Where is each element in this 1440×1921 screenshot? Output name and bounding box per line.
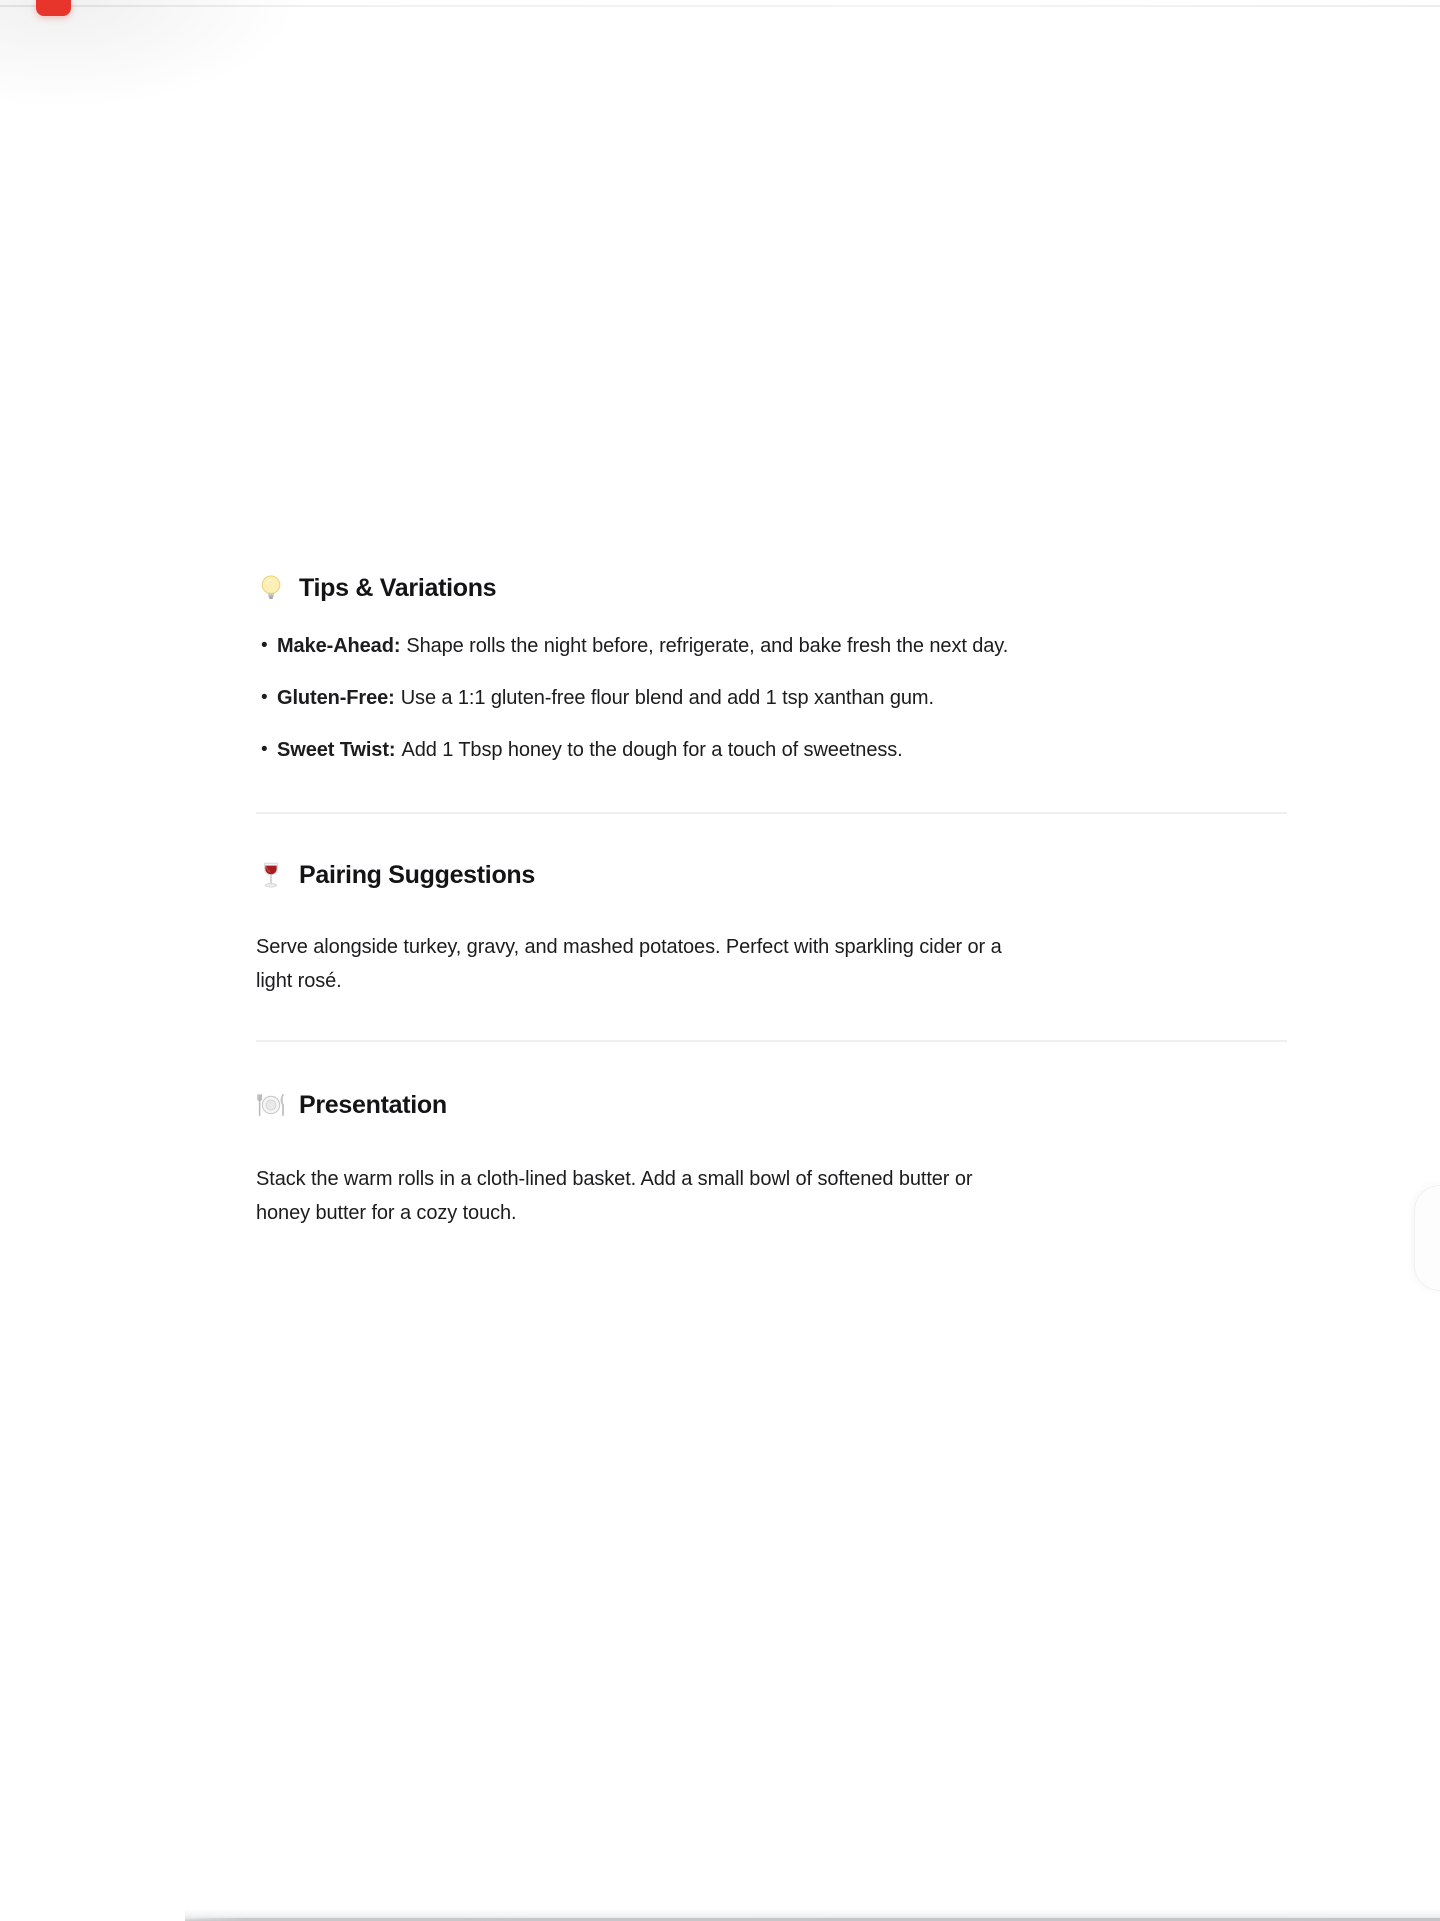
bullet-marker: • [261, 635, 268, 656]
pairing-paragraph [256, 930, 1287, 998]
section-divider [256, 1040, 1287, 1042]
tip-text: Use a 1:1 gluten-free flour blend and add 1 tsp xanthan gum. [400, 687, 934, 709]
lightbulb-icon [256, 573, 286, 603]
list-item [256, 735, 1287, 765]
bullet-marker: • [261, 739, 268, 760]
section-divider [256, 812, 1287, 814]
paragraph-line: honey butter for a cozy touch. [256, 1202, 517, 1224]
paragraph-line: Stack the warm rolls in a cloth-lined basket. Add a small bowl of softened butter or [256, 1168, 973, 1190]
list-item [256, 631, 1287, 661]
tip-label: Make-Ahead: [277, 635, 401, 657]
bullet-marker: • [261, 687, 268, 708]
section-title: Tips & Variations [299, 574, 497, 602]
tip-text: Add 1 Tbsp honey to the dough for a touch of sweetness. [401, 739, 903, 761]
tips-list [256, 631, 1287, 765]
section-heading-presentation [256, 1088, 1287, 1122]
recording-indicator[interactable] [36, 0, 71, 16]
paragraph-line: light rosé. [256, 970, 342, 992]
bottom-window-edge [185, 1909, 1440, 1921]
list-item [256, 683, 1287, 713]
presentation-paragraph [256, 1162, 1287, 1230]
document-content [256, 0, 1287, 1230]
section-title: Presentation [299, 1091, 447, 1119]
tip-text: Shape rolls the night before, refrigerate, and bake fresh the next day. [406, 635, 1009, 657]
wine-glass-icon [256, 860, 286, 890]
fork-knife-plate-icon [256, 1090, 286, 1120]
section-heading-tips [256, 571, 1287, 605]
section-heading-pairing [256, 858, 1287, 892]
tip-label: Sweet Twist: [277, 739, 396, 761]
section-title: Pairing Suggestions [299, 861, 535, 889]
right-edge-tab[interactable] [1414, 1185, 1440, 1291]
tip-label: Gluten-Free: [277, 687, 395, 709]
paragraph-line: Serve alongside turkey, gravy, and mashed potatoes. Perfect with sparkling cider or a [256, 936, 1002, 958]
